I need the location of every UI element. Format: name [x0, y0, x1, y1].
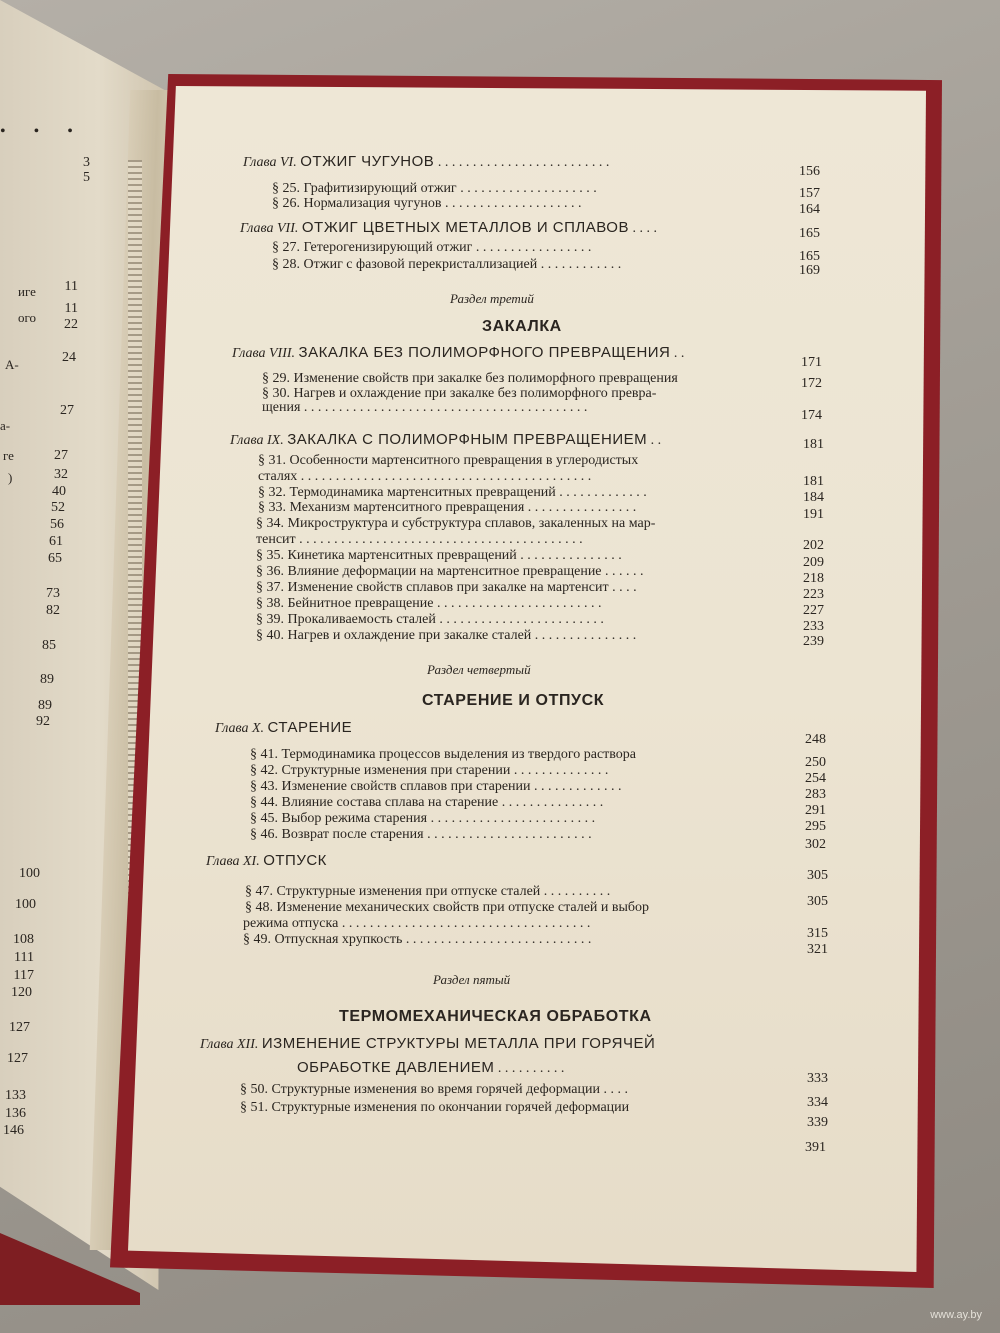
page-number: 184	[803, 490, 824, 505]
left-number: 65	[48, 551, 62, 566]
page-number: 254	[805, 771, 826, 786]
page-number: 333	[807, 1071, 828, 1086]
page-number: 165	[799, 249, 820, 264]
left-dot-leader: • • •	[0, 123, 85, 140]
left-fragment: А-	[5, 357, 19, 372]
left-number: 73	[46, 586, 60, 601]
left-number: 82	[46, 603, 60, 618]
toc-paragraph-45: § 45. Выбор режима старения . . . . . . . . . . . . . . . . . . . . . . . .	[250, 811, 596, 826]
toc-paragraph-34: § 34. Микроструктура и субструктура сплавов, закаленных на мар-	[256, 516, 656, 531]
left-number: 11	[64, 279, 78, 294]
toc-paragraph-50: § 50. Структурные изменения во время горячей деформации . . . .	[240, 1082, 628, 1097]
dot-leader: . .	[650, 433, 662, 448]
left-number: 52	[51, 500, 65, 515]
toc-paragraph-43: § 43. Изменение свойств сплавов при старении . . . . . . . . . . . . .	[250, 779, 622, 794]
toc-paragraph-32: § 32. Термодинамика мартенситных превращений . . . . . . . . . . . . .	[258, 485, 647, 500]
page-number: 305	[807, 868, 828, 883]
page-number: 233	[803, 619, 824, 634]
page-number: 334	[807, 1095, 828, 1110]
watermark: www.ay.by	[930, 1309, 982, 1321]
left-number: 27	[60, 403, 74, 418]
left-number: 100	[19, 866, 40, 881]
page-number: 248	[805, 732, 826, 747]
dot-leader: . . . .	[632, 221, 657, 236]
left-number: 24	[62, 350, 76, 365]
toc-paragraph-35: § 35. Кинетика мартенситных превращений . . . . . . . . . . . . . . .	[256, 548, 622, 563]
toc-paragraph-48-cont: режима отпуска . . . . . . . . . . . . . . . . . . . . . . . . . . . . . . . . . . . .	[243, 916, 591, 931]
page-number: 172	[801, 376, 822, 391]
page-number: 209	[803, 555, 824, 570]
toc-chapter-12-cont: ОБРАБОТКЕ ДАВЛЕНИЕМ . . . . . . . . . .	[297, 1059, 565, 1076]
left-number: 133	[5, 1088, 26, 1103]
section-title: СТАРЕНИЕ И ОТПУСК	[422, 692, 605, 709]
toc-paragraph-31: § 31. Особенности мартенситного превращения в углеродистых	[258, 453, 639, 468]
section-label: Раздел третий	[450, 291, 534, 306]
toc-paragraph-30-cont: щения . . . . . . . . . . . . . . . . . . . . . . . . . . . . . . . . . . . . . . . . .	[262, 400, 588, 415]
left-fragment: а-	[0, 418, 11, 433]
toc-chapter-6: Глава VI. ОТЖИГ ЧУГУНОВ . . . . . . . . . . . . . . . . . . . . . . . . .	[243, 153, 610, 170]
left-number: 117	[13, 968, 34, 983]
dot-leader: . . . . . . . . . . . . . . . . . . . . . . . . .	[437, 155, 610, 170]
toc-paragraph-28: § 28. Отжиг с фазовой перекристаллизацией . . . . . . . . . . . .	[272, 257, 622, 272]
toc-paragraph-47: § 47. Структурные изменения при отпуске сталей . . . . . . . . . .	[245, 884, 611, 899]
left-number: 56	[50, 517, 64, 532]
left-number: 100	[15, 897, 36, 912]
left-number: 85	[42, 638, 56, 653]
page-number: 227	[803, 603, 824, 618]
section-title: ТЕРМОМЕХАНИЧЕСКАЯ ОБРАБОТКА	[339, 1008, 652, 1025]
toc-chapter-9: Глава IX. ЗАКАЛКА С ПОЛИМОРФНЫМ ПРЕВРАЩЕНИЕМ . .	[230, 431, 662, 448]
left-number: 32	[54, 467, 68, 482]
page-number: 295	[805, 819, 826, 834]
page-number: 291	[805, 803, 826, 818]
folio-page-number: 391	[805, 1140, 826, 1155]
toc-paragraph-42: § 42. Структурные изменения при старении . . . . . . . . . . . . . .	[250, 763, 609, 778]
left-number: 89	[38, 698, 52, 713]
page-number: 181	[803, 437, 824, 452]
page-number: 165	[799, 226, 820, 241]
left-fragment: ге	[3, 448, 14, 463]
page-number: 321	[807, 942, 828, 957]
left-number: 27	[54, 448, 68, 463]
toc-paragraph-39: § 39. Прокаливаемость сталей . . . . . . . . . . . . . . . . . . . . . . . .	[256, 612, 604, 627]
left-number: 127	[7, 1051, 28, 1066]
page-number: 171	[801, 355, 822, 370]
toc-paragraph-33: § 33. Механизм мартенситного превращения . . . . . . . . . . . . . . . .	[258, 500, 637, 515]
page-number: 191	[803, 507, 824, 522]
page-number: 239	[803, 634, 824, 649]
left-number: 146	[3, 1123, 24, 1138]
left-fragment: ого	[18, 310, 37, 325]
page-number: 164	[799, 202, 820, 217]
toc-paragraph-29: § 29. Изменение свойств при закалке без полиморфного превращения	[262, 371, 678, 386]
page-number: 250	[805, 755, 826, 770]
toc-paragraph-25: § 25. Графитизирующий отжиг . . . . . . . . . . . . . . . . . . . .	[272, 181, 597, 196]
section-label: Раздел пятый	[433, 972, 511, 987]
dot-leader: . . . . . . . . . .	[497, 1061, 565, 1076]
toc-paragraph-51: § 51. Структурные изменения по окончании горячей деформации	[240, 1100, 630, 1115]
toc-paragraph-40: § 40. Нагрев и охлаждение при закалке сталей . . . . . . . . . . . . . . .	[256, 628, 637, 643]
section-title: ЗАКАЛКА	[482, 318, 562, 335]
toc-paragraph-41: § 41. Термодинамика процессов выделения из твердого раствора	[250, 747, 637, 762]
left-number: 111	[14, 950, 34, 965]
toc-chapter-12: Глава XII. ИЗМЕНЕНИЕ СТРУКТУРЫ МЕТАЛЛА ПРИ ГОРЯЧЕЙ	[200, 1035, 656, 1052]
page-number: 156	[799, 164, 820, 179]
toc-chapter-10: Глава X. СТАРЕНИЕ	[215, 719, 353, 736]
toc-paragraph-37: § 37. Изменение свойств сплавов при закалке на мартенсит . . . .	[256, 580, 637, 595]
page-number: 305	[807, 894, 828, 909]
left-number: 136	[5, 1106, 26, 1121]
left-number: 40	[52, 484, 66, 499]
page-number: 283	[805, 787, 826, 802]
left-number: 89	[40, 672, 54, 687]
toc-paragraph-48: § 48. Изменение механических свойств при отпуске сталей и выбор	[245, 900, 650, 915]
left-number: 127	[9, 1020, 30, 1035]
toc-paragraph-30: § 30. Нагрев и охлаждение при закалке без полиморфного превра-	[262, 386, 657, 401]
toc-paragraph-46: § 46. Возврат после старения . . . . . . . . . . . . . . . . . . . . . . . .	[250, 827, 592, 842]
toc-paragraph-38: § 38. Бейнитное превращение . . . . . . . . . . . . . . . . . . . . . . . .	[256, 596, 602, 611]
left-fragment: иге	[18, 284, 36, 299]
page-number: 302	[805, 837, 826, 852]
page-number: 169	[799, 263, 820, 278]
dot-leader: . .	[673, 346, 685, 361]
left-number: 11	[64, 301, 78, 316]
section-label: Раздел четвертый	[427, 662, 531, 677]
page-number: 339	[807, 1115, 828, 1130]
toc-chapter-11: Глава XI. ОТПУСК	[206, 852, 327, 869]
toc-paragraph-31-cont: сталях . . . . . . . . . . . . . . . . . . . . . . . . . . . . . . . . . . . . . . . . . .	[258, 469, 592, 484]
left-number: 5	[83, 170, 90, 185]
toc-paragraph-36: § 36. Влияние деформации на мартенситное превращение . . . . . .	[256, 564, 644, 579]
left-fragment: )	[8, 470, 13, 485]
page-number: 157	[799, 186, 820, 201]
left-number: 120	[11, 985, 32, 1000]
left-number: 22	[64, 317, 78, 332]
page-number: 202	[803, 538, 824, 553]
toc-paragraph-27: § 27. Гетерогенизирующий отжиг . . . . . . . . . . . . . . . . .	[272, 240, 592, 255]
page-number: 174	[801, 408, 822, 423]
toc-chapter-8: Глава VIII. ЗАКАЛКА БЕЗ ПОЛИМОРФНОГО ПРЕВРАЩЕНИЯ . .	[232, 344, 685, 361]
page-number: 223	[803, 587, 824, 602]
page-number: 315	[807, 926, 828, 941]
toc-paragraph-44: § 44. Влияние состава сплава на старение . . . . . . . . . . . . . . .	[250, 795, 604, 810]
page-number: 218	[803, 571, 824, 586]
left-number: 61	[49, 534, 63, 549]
toc-chapter-7: Глава VII. ОТЖИГ ЦВЕТНЫХ МЕТАЛЛОВ И СПЛАВОВ . . . .	[240, 219, 657, 236]
left-number: 92	[36, 714, 50, 729]
toc-paragraph-34-cont: тенсит . . . . . . . . . . . . . . . . . . . . . . . . . . . . . . . . . . . . . . . . .	[256, 532, 583, 547]
left-number: 3	[83, 155, 90, 170]
toc-paragraph-49: § 49. Отпускная хрупкость . . . . . . . . . . . . . . . . . . . . . . . . . . .	[243, 932, 592, 947]
toc-paragraph-26: § 26. Нормализация чугунов . . . . . . . . . . . . . . . . . . . .	[272, 196, 582, 211]
page-number: 181	[803, 474, 824, 489]
left-number: 108	[13, 932, 34, 947]
